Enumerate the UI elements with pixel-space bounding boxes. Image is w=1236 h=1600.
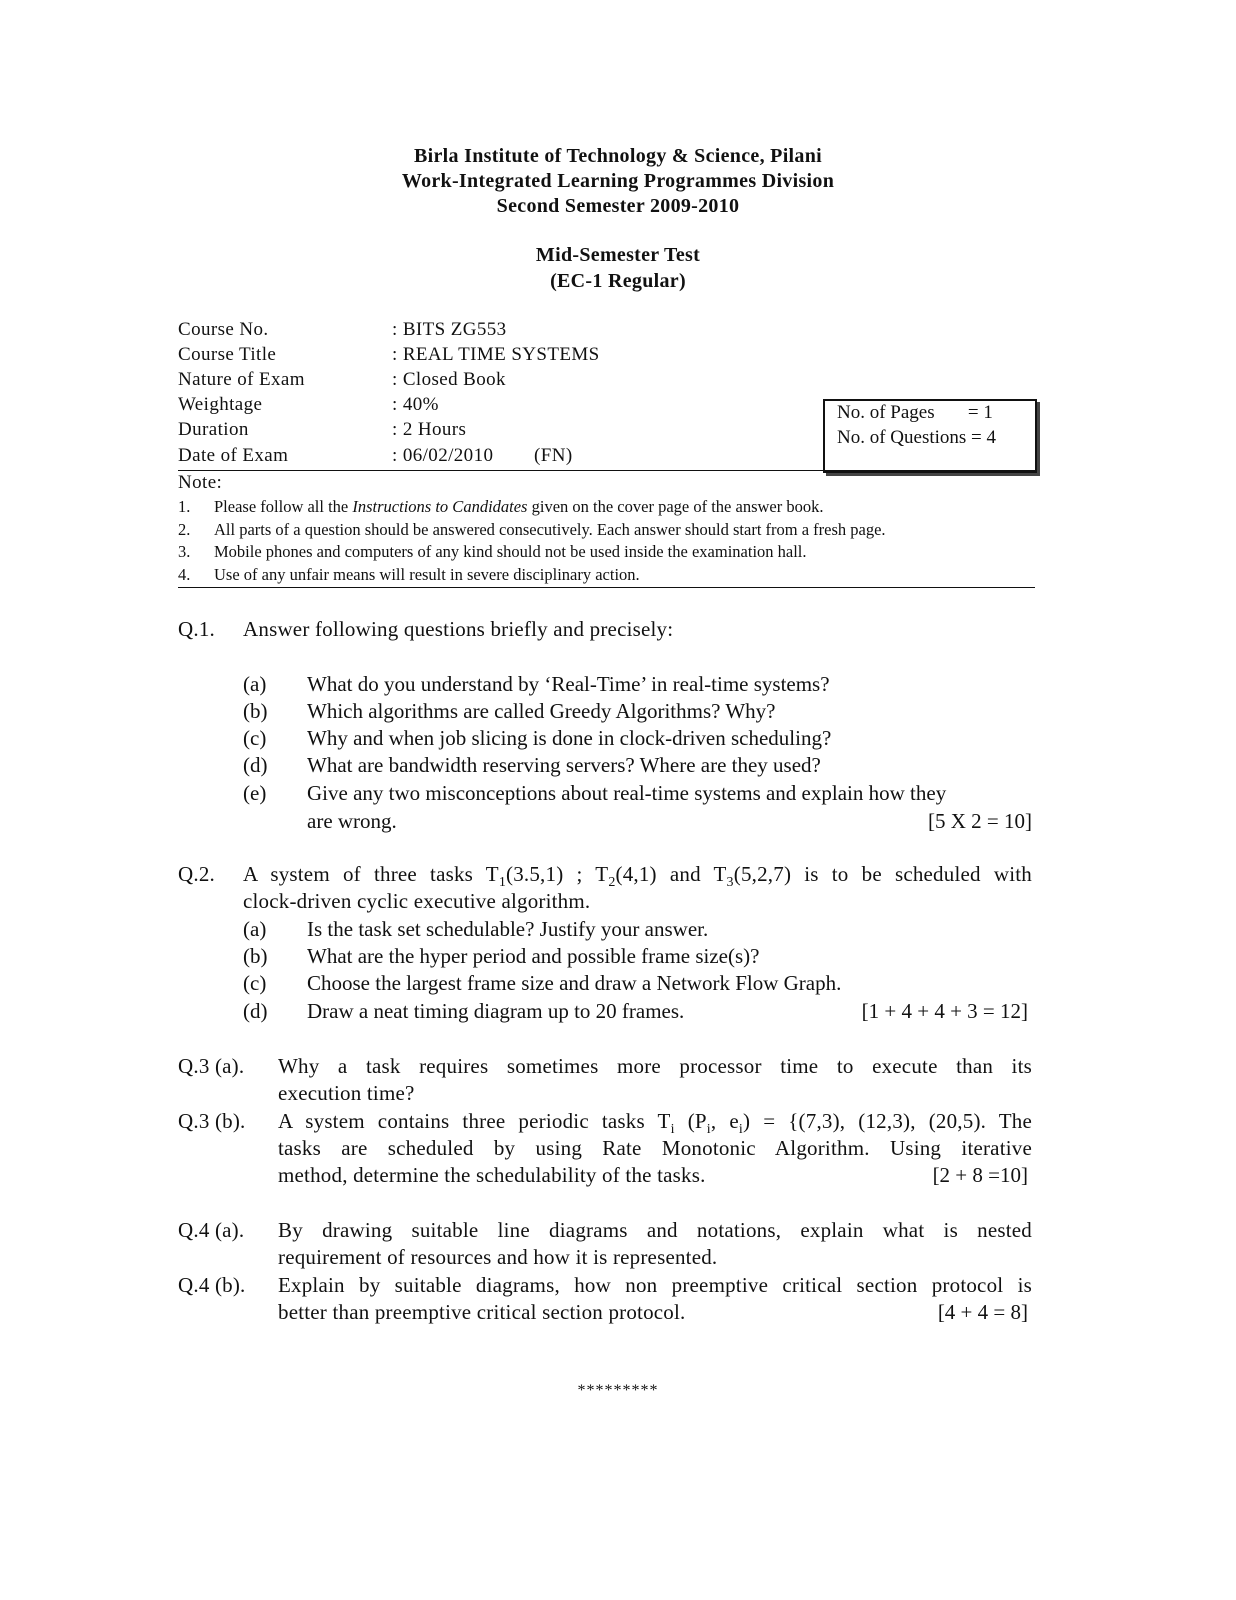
part-text: What are the hyper period and possible frame size(s)?	[307, 944, 760, 968]
question-text-continued: clock-driven cyclic executive algorithm.	[243, 889, 591, 913]
nature-value: : Closed Book	[392, 369, 506, 390]
marks: [1 + 4 + 4 + 3 = 12]	[861, 999, 1028, 1023]
weightage-label: Weightage	[178, 394, 263, 415]
note-number: 2.	[178, 520, 191, 539]
part-label: (b)	[243, 944, 268, 968]
question-text: By drawing suitable line diagrams and notations, explain what is nested	[278, 1218, 1032, 1242]
question-text-continued: better than preemptive critical section protocol.	[278, 1300, 686, 1324]
note-number: 4.	[178, 565, 191, 584]
part-label: (d)	[243, 999, 268, 1023]
date-value: : 06/02/2010	[392, 445, 494, 466]
marks: [2 + 8 =10]	[932, 1163, 1028, 1187]
duration-value: : 2 Hours	[392, 419, 467, 440]
note-item: Use of any unfair means will result in severe disciplinary action.	[214, 565, 640, 584]
question-text-continued: tasks are scheduled by using Rate Monotonic Algorithm. Using iterative	[278, 1136, 1032, 1160]
text-run: A system contains three periodic tasks T	[278, 1109, 671, 1133]
part-label: (a)	[243, 917, 267, 941]
note-text: Please follow all the	[214, 497, 353, 516]
subscript: i	[738, 1122, 743, 1138]
question-text-continued: execution time?	[278, 1081, 415, 1105]
part-label: (c)	[243, 971, 267, 995]
part-text: Why and when job slicing is done in clock-driven scheduling?	[307, 726, 832, 750]
questions-count: No. of Questions = 4	[837, 427, 997, 448]
part-text: Which algorithms are called Greedy Algorithms? Why?	[307, 699, 776, 723]
question-text-continued: method, determine the schedulability of the tasks.	[278, 1163, 706, 1187]
session-value: (FN)	[534, 445, 573, 466]
note-item	[214, 497, 823, 517]
question-number: Q.2.	[178, 862, 215, 886]
duration-label: Duration	[178, 419, 249, 440]
text-run: A system of three tasks T	[243, 862, 499, 886]
note-italic-text: Instructions to Candidates	[352, 497, 528, 516]
note-title: Note:	[178, 472, 223, 493]
part-label: (c)	[243, 726, 267, 750]
part-text: Give any two misconceptions about real-time systems and explain how they	[307, 781, 947, 805]
note-text: given on the cover page of the answer book.	[527, 497, 824, 516]
marks: [4 + 4 = 8]	[937, 1300, 1028, 1324]
institute-name: Birla Institute of Technology & Science, Pilani	[414, 145, 822, 167]
semester: Second Semester 2009-2010	[496, 195, 740, 217]
question-text-continued: requirement of resources and how it is represented.	[278, 1245, 718, 1269]
pages-count: No. of Pages = 1	[837, 402, 993, 423]
note-number: 3.	[178, 542, 191, 561]
weightage-value: : 40%	[392, 394, 439, 415]
text-run: (3.5,1) ; T	[506, 862, 609, 886]
part-label: (b)	[243, 699, 268, 723]
course-no-value: : BITS ZG553	[392, 319, 507, 340]
text-run: (5,2,7) is to be scheduled with	[733, 862, 1032, 886]
part-text: What do you understand by ‘Real-Time’ in real-time systems?	[307, 672, 830, 696]
end-marker: *********	[577, 1382, 659, 1399]
subscript: i	[706, 1122, 711, 1138]
part-label: (e)	[243, 781, 267, 805]
part-text: Choose the largest frame size and draw a Network Flow Graph.	[307, 971, 842, 995]
question-text: Why a task requires sometimes more processor time to execute than its	[278, 1054, 1032, 1078]
note-item: All parts of a question should be answered consecutively. Each answer should start from a fresh page.	[214, 520, 886, 539]
part-label: (a)	[243, 672, 267, 696]
divider-top	[178, 470, 1035, 471]
question-number: Q.1.	[178, 617, 215, 641]
text-run: (P	[674, 1109, 707, 1133]
question-number: Q.3 (b).	[178, 1109, 246, 1133]
question-text: Explain by suitable diagrams, how non preemptive critical section protocol is	[278, 1273, 1032, 1297]
subscript: i	[670, 1122, 675, 1138]
subscript: 2	[608, 875, 616, 891]
part-text: Is the task set schedulable? Justify your answer.	[307, 917, 709, 941]
test-type: (EC-1 Regular)	[550, 270, 686, 292]
part-text-continued: are wrong.	[307, 809, 397, 833]
course-no-label: Course No.	[178, 319, 269, 340]
question-text	[278, 1109, 1032, 1138]
text-run: ) = {(7,3), (12,3), (20,5). The	[742, 1109, 1032, 1133]
course-title-label: Course Title	[178, 344, 277, 365]
part-text: What are bandwidth reserving servers? Where are they used?	[307, 753, 821, 777]
division-name: Work-Integrated Learning Programmes Division	[401, 170, 835, 192]
question-number: Q.4 (a).	[178, 1218, 245, 1242]
question-number: Q.4 (b).	[178, 1273, 246, 1297]
note-item: Mobile phones and computers of any kind should not be used inside the examination hall.	[214, 542, 807, 561]
question-number: Q.3 (a).	[178, 1054, 245, 1078]
divider-bottom	[178, 587, 1035, 588]
part-text: Draw a neat timing diagram up to 20 frames.	[307, 999, 685, 1023]
part-label: (d)	[243, 753, 268, 777]
subscript: 1	[498, 875, 507, 891]
text-run: (4,1) and T	[615, 862, 727, 886]
marks: [5 X 2 = 10]	[928, 809, 1032, 833]
subscript: 3	[726, 875, 734, 891]
text-run: , e	[710, 1109, 739, 1133]
course-title-value: : REAL TIME SYSTEMS	[392, 344, 600, 365]
test-name: Mid-Semester Test	[535, 244, 701, 266]
date-label: Date of Exam	[178, 445, 289, 466]
pages-questions-box	[823, 399, 1037, 473]
note-number: 1.	[178, 497, 191, 516]
question-text	[243, 862, 1032, 891]
nature-label: Nature of Exam	[178, 369, 305, 390]
question-text: Answer following questions briefly and precisely:	[243, 617, 674, 641]
